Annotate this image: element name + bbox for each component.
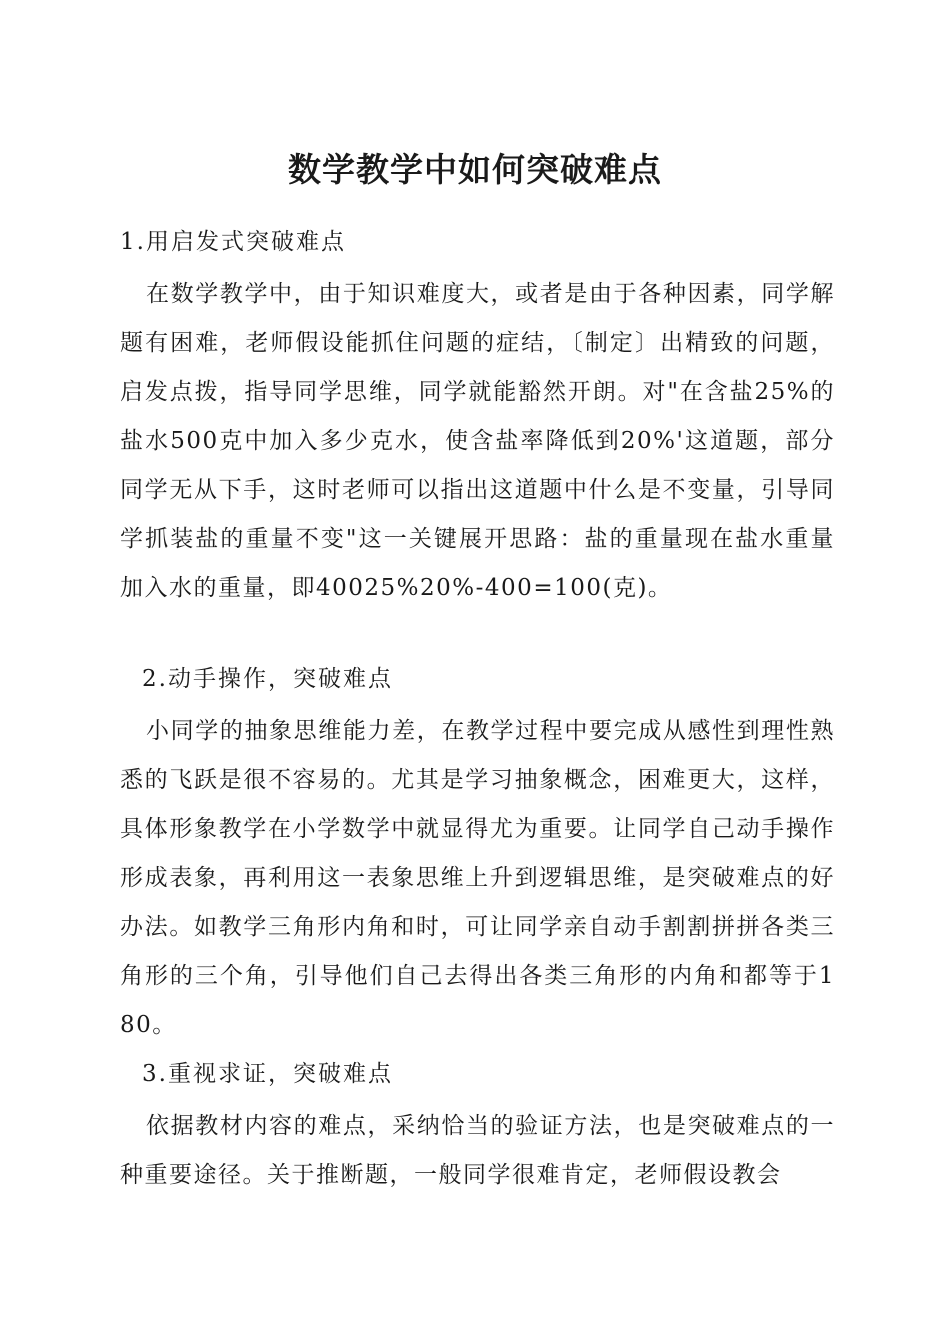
section-3-paragraph: 依据教材内容的难点，采纳恰当的验证方法，也是突破难点的一种重要途径。关于推断题，一般同学很难肯定，老师假设教会 (120, 1113, 835, 1188)
section-3-heading: 3.重视求证，突破难点 (142, 1061, 393, 1087)
section-spacer (120, 613, 835, 659)
section-1-heading: 1.用启发式突破难点 (120, 229, 346, 255)
section-2-heading: 2.动手操作，突破难点 (142, 666, 393, 692)
document-title: 数学教学中如何突破难点 (288, 150, 662, 189)
section-2-paragraph: 小同学的抽象思维能力差，在教学过程中要完成从感性到理性熟悉的飞跃是很不容易的。尤其是学习抽象概念，困难更大，这样，具体形象教学在小学数学中就显得尤为重要。让同学自己动手操作形成表象，再利用这一表象思维上升到逻辑思维，是突破难点的好办法。如教学三角形内角和时，可让同学亲自动手割割拼拼各类三角形的三个角，引导他们自己去得出各类三角形的内角和都等于180。 (120, 718, 835, 1038)
section-1-paragraph: 在数学教学中，由于知识难度大，或者是由于各种因素，同学解题有困难，老师假设能抓住问题的症结，〔制定〕出精致的问题，启发点拨，指导同学思维，同学就能豁然开朗。对"在含盐25%的盐水500克中加入多少克水，使含盐率降低到20%'这道题，部分同学无从下手，这时老师可以指出这道题中什么是不变量，引导同学抓装盐的重量不变"这一关键展开思路：盐的重量现在盐水重量加入水的重量，即40025%20%-400=100(克)。 (120, 281, 835, 601)
document-body (120, 222, 835, 1200)
